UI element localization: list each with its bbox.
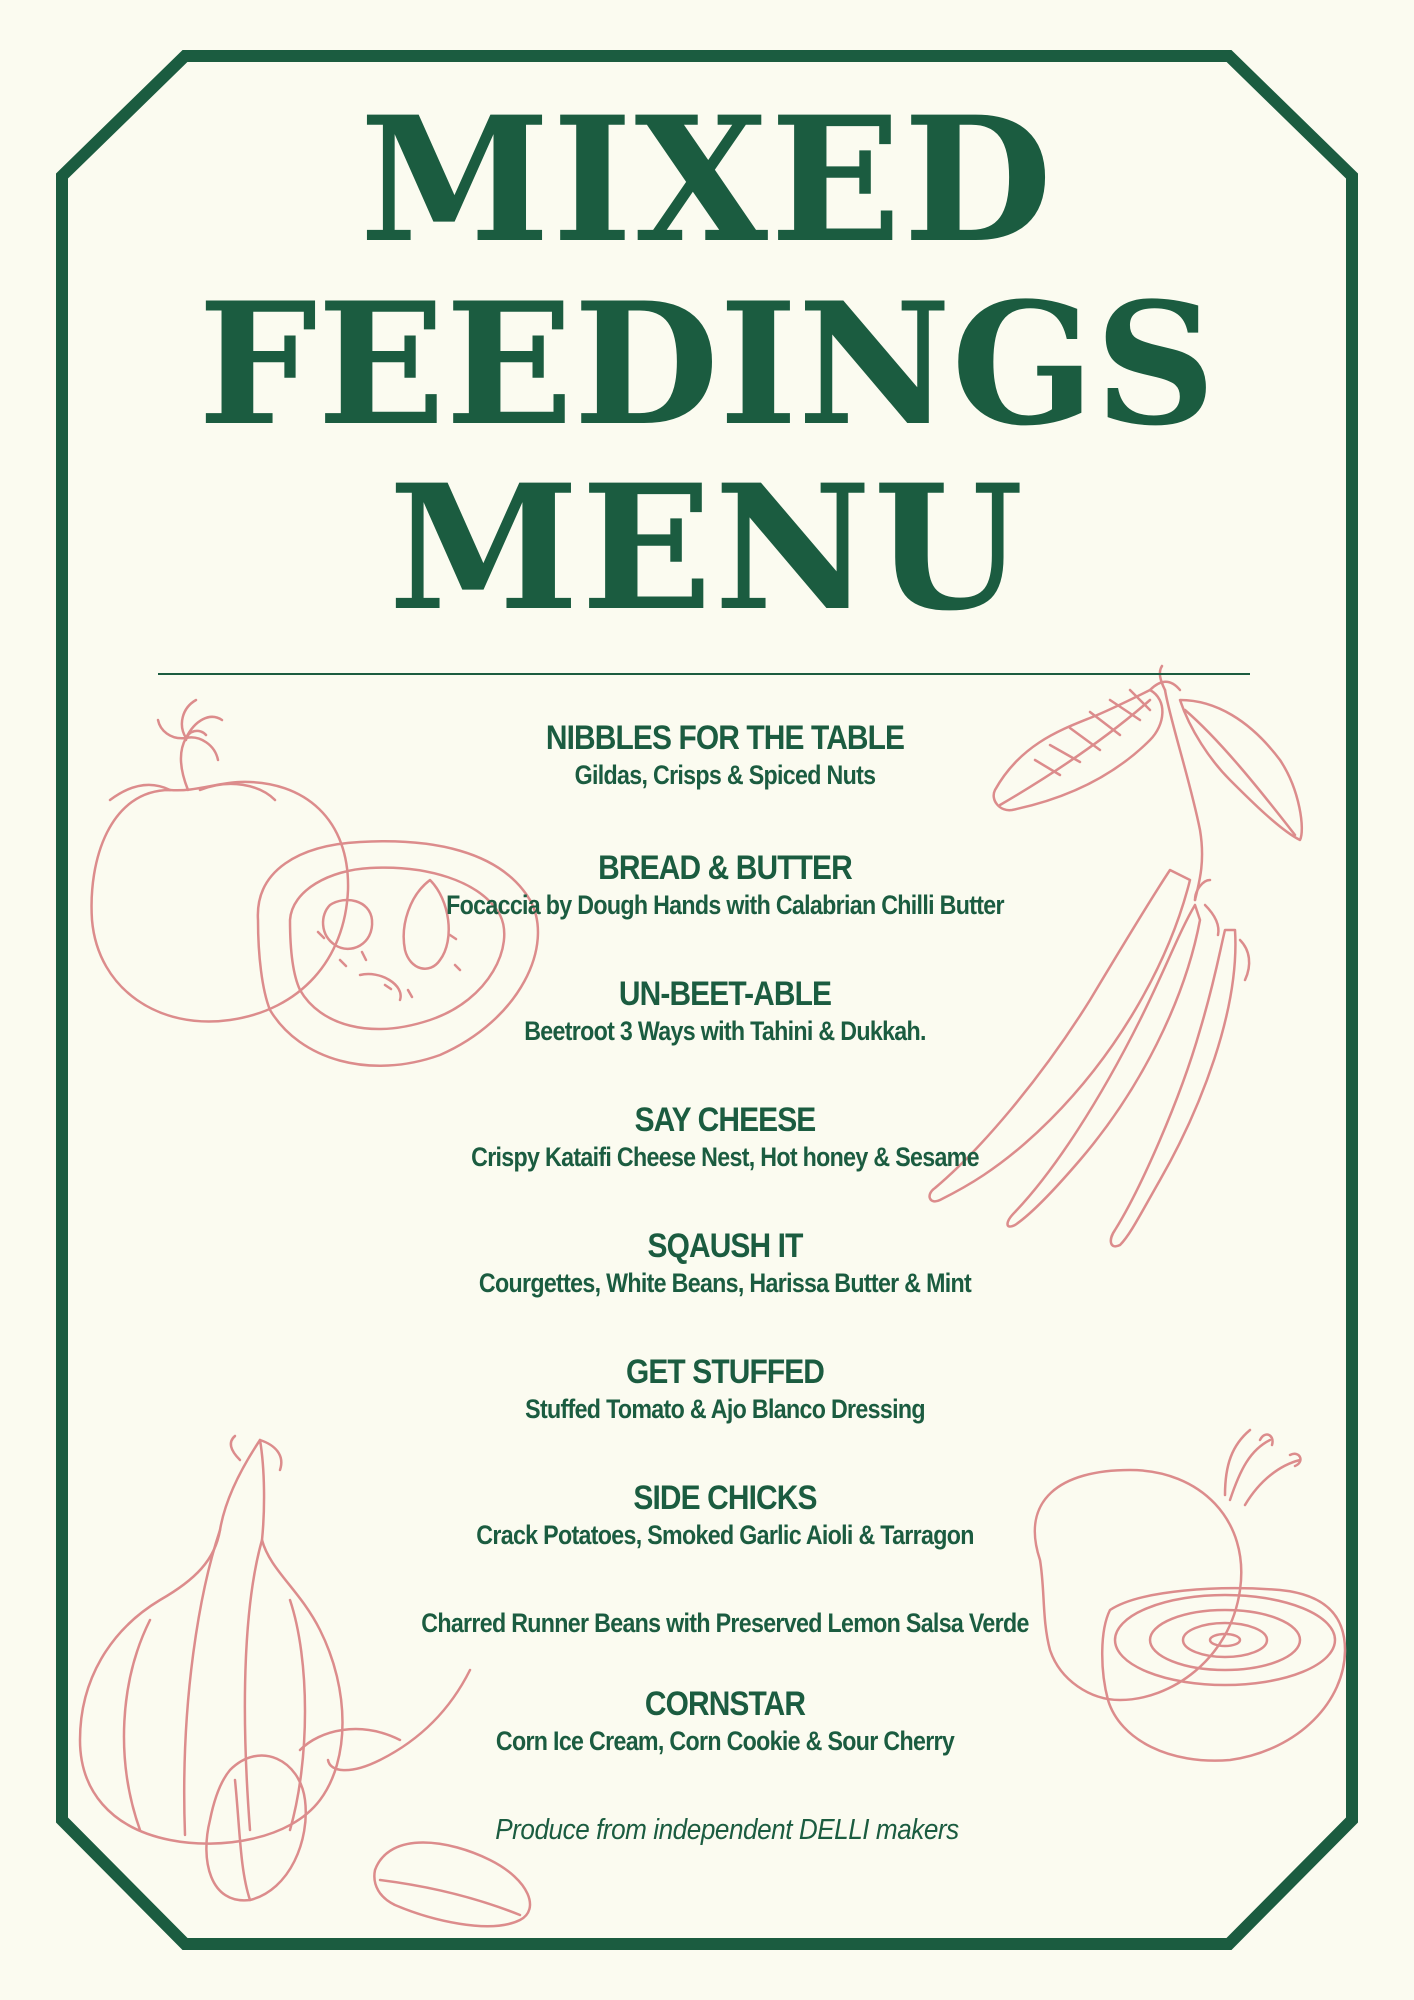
course-description: Beetroot 3 Ways with Tahini & Dukkah. xyxy=(524,1016,926,1046)
course-description: Crispy Kataifi Cheese Nest, Hot honey & Sesame xyxy=(471,1142,979,1172)
menu-item xyxy=(200,1352,1250,1426)
course-description: Crack Potatoes, Smoked Garlic Aioli & Tarragon xyxy=(476,1520,974,1550)
title-line-2: FEEDINGS xyxy=(197,265,1216,463)
course-description: Gildas, Crisps & Spiced Nuts xyxy=(574,760,876,790)
course-description: Stuffed Tomato & Ajo Blanco Dressing xyxy=(525,1394,925,1424)
menu-item xyxy=(200,1100,1250,1174)
course-description: Corn Ice Cream, Corn Cookie & Sour Cherry xyxy=(495,1726,955,1756)
course-name: BREAD & BUTTER xyxy=(598,849,852,887)
course-name: GET STUFFED xyxy=(625,1353,825,1391)
course-name: UN-BEET-ABLE xyxy=(618,975,832,1013)
course-description: Charred Runner Beans with Preserved Lemon Salsa Verde xyxy=(421,1608,1029,1638)
course-name: NIBBLES FOR THE TABLE xyxy=(545,719,905,757)
course-name: SIDE CHICKS xyxy=(633,1479,817,1517)
menu-item xyxy=(200,1478,1250,1552)
footer-note: Produce from independent DELLI makers xyxy=(495,1814,959,1846)
title-line-1: MIXED xyxy=(359,78,1055,281)
menu-item xyxy=(200,1606,1250,1640)
course-name: SAY CHEESE xyxy=(634,1101,816,1139)
title-line-3: MENU xyxy=(388,446,1026,649)
menu-item xyxy=(200,1684,1250,1758)
menu-item xyxy=(200,718,1250,792)
course-description: Focaccia by Dough Hands with Calabrian Chilli Butter xyxy=(446,890,1004,920)
menu-item xyxy=(200,974,1250,1048)
course-description: Courgettes, White Beans, Harissa Butter & Mint xyxy=(478,1268,972,1298)
course-name: CORNSTAR xyxy=(644,1685,806,1723)
menu-item xyxy=(200,1226,1250,1300)
menu-item xyxy=(200,848,1250,922)
menu-list xyxy=(200,0,1250,2000)
course-name: SQAUSH IT xyxy=(647,1227,803,1265)
